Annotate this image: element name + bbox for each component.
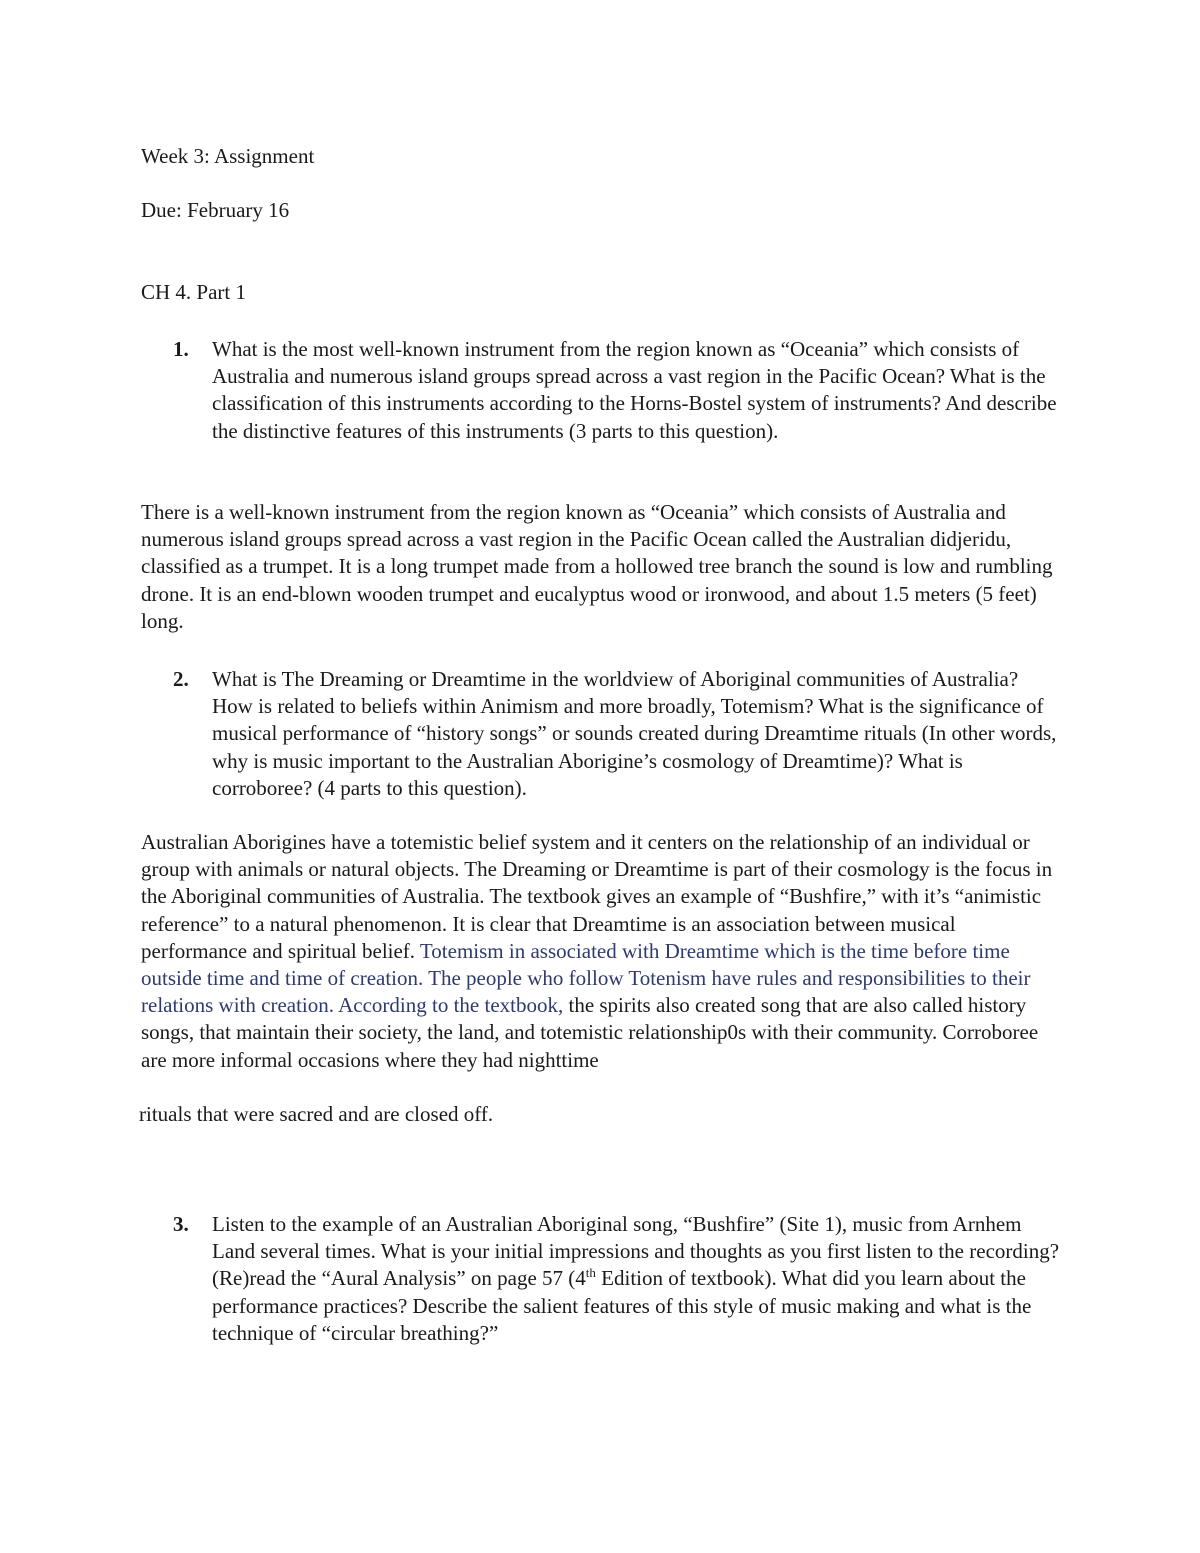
question-2-number: 2. bbox=[173, 667, 189, 691]
answer-2 bbox=[141, 829, 1056, 1074]
answer-2-last-line: rituals that were sacred and are closed off. bbox=[139, 1102, 494, 1126]
question-3-number: 3. bbox=[173, 1212, 189, 1236]
question-3-text bbox=[212, 1211, 1062, 1347]
answer-2-part-1: Australian Aborigines have a totemistic belief system and it centers on the relationship of an individual or group with animals or natural objects. The Dreaming or Dreamtime is part of their cosmology is the focus in the Aboriginal communities of Australia. The textbook gives an example of “Bushfire,” with it’s “animistic reference” to a natural phenomenon. It is clear that Dreamtime is an association between musical performance and spiritual belief. bbox=[141, 830, 1053, 963]
question-1-number: 1. bbox=[173, 337, 189, 361]
assignment-title: Week 3: Assignment bbox=[141, 144, 315, 168]
question-1-text: What is the most well-known instrument from the region known as “Oceania” which consists of Australia and numerous island groups spread across a vast region in the Pacific Ocean? What is the classification of this instruments according to the Horns-Bostel system of instruments? And describe the distinctive features of this instruments (3 parts to this question). bbox=[212, 337, 1057, 443]
question-2-text: What is The Dreaming or Dreamtime in the worldview of Aboriginal communities of Australia? How is related to beliefs within Animism and more broadly, Totemism? What is the significance of musical performance of “history songs” or sounds created during Dreamtime rituals (In other words, why is music important to the Australian Aborigine’s cosmology of Dreamtime)? What is corroboree? (4 parts to this question). bbox=[212, 667, 1057, 800]
answer-2-part-2: Totemism in associated with Dreamtime which is the time before time outside time and time of creation. The people who follow Totenism have rules and responsibilities to their relations with creation. According to the textbook, bbox=[141, 938, 1031, 1018]
question-3-text-part-1: Listen to the example of an Australian Aboriginal song, “Bushfire” (Site 1), music from Arnhem Land several times. What is your initial impressions and thoughts as you first listen to the recording? (Re)read the “Aural Analysis” on page 57 (4 bbox=[212, 1212, 1060, 1291]
answer-2-part-3: the spirits also created song that are also called history songs, that maintain their society, the land, and totemistic relationship0s with their community. Corroboree are more informal occasions where they had nighttime bbox=[141, 993, 1039, 1072]
question-3-superscript: th bbox=[585, 1265, 596, 1281]
due-date: Due: February 16 bbox=[141, 198, 290, 222]
section-heading: CH 4. Part 1 bbox=[141, 280, 246, 304]
answer-1: There is a well-known instrument from the region known as “Oceania” which consists of Australia and numerous island groups spread across a vast region in the Pacific Ocean called the Australian didjeridu, classified as a trumpet. It is a long trumpet made from a hollowed tree branch the sound is low and rumbling drone. It is an end-blown wooden trumpet and eucalyptus wood or ironwood, and about 1.5 meters (5 feet) long. bbox=[141, 500, 1053, 633]
question-3-text-part-2: Edition of textbook). What did you learn about the performance practices? Describe the salient features of this style of music making and what is the technique of “circular breathing?” bbox=[212, 1266, 1032, 1345]
